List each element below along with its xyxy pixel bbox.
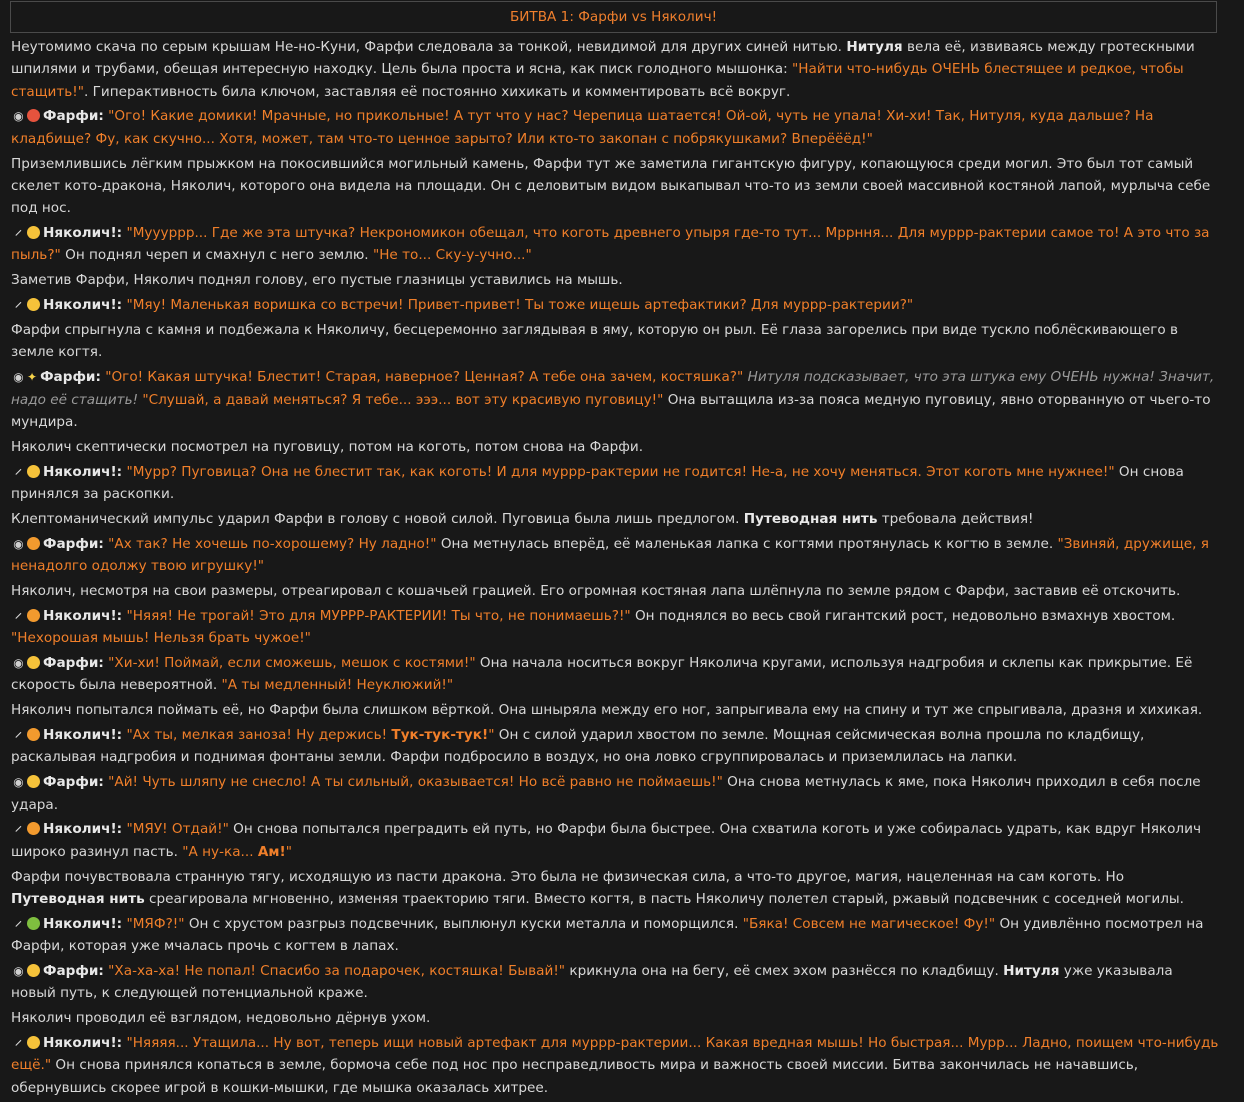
mouse-icon: ◉ [13,370,24,385]
dialogue-line [11,652,1221,697]
emoji-face-icon [27,775,40,788]
bone-icon: ─ [10,608,27,624]
emphasis-text: Нитуля [1003,963,1060,980]
quote-text: "Ого! Какие домики! Мрачные, но прикольные! А тут что у нас? Черепица шатается! Ой-ой, чуть не упала! Хи-хи! Так, Нитуля, куда дальше? На кладбище? Фу, как скучно... Хотя, может, там что-то ценное зарыто? Или кто-то закопан с побрякушками? Вперёёёд!" [11,108,1154,147]
story-text: уже указывала новый путь, к следующей потенциальной краже. [11,963,1173,1002]
speaker-name: Фарфи: [43,963,104,980]
quote-text: "А ну-ка... [182,843,258,860]
story-text: Он с хрустом разгрыз подсвечник, выплюнул куски металла и поморщился. [184,915,743,932]
quote-text: "Муууррр... Где же эта штучка? Некрономикон обещал, что коготь древнего упыря где-то тут... Мррння... Для муррр-рактерии самое то! А это что за пыль?" [11,225,1210,264]
mouse-icon: ◉ [13,964,24,979]
speaker-name: Няколич!: [43,821,123,838]
emphasis-text: Путеводная нить [743,510,878,527]
bone-icon: ─ [10,297,27,313]
story-text: Она вытащила из-за пояса медную пуговицу, явно оторванную от чьего-то мундира. [11,391,1211,430]
narration-paragraph [11,269,1221,291]
story-text: требовала действия! [877,510,1034,527]
quote-text: "МЯУ! Отдай!" [126,821,229,838]
narration-paragraph [11,36,1221,103]
quote-text: "Не то... Ску-у-учно..." [372,247,532,264]
dialogue-line [11,294,1221,316]
story-text: Няколич проводил её взглядом, недовольно дёрнув ухом. [11,1010,431,1027]
narration-paragraph [11,699,1221,721]
mouse-icon: ◉ [13,656,24,671]
story-text: Заметив Фарфи, Няколич поднял голову, его пустые глазницы уставились на мышь. [11,272,623,289]
dialogue-line [11,960,1221,1005]
story-text: Он снова попытался преградить ей путь, но Фарфи была быстрее. Она схватила коготь и уже собиралась удрать, как вдруг Няколич широко разинул пасть. [11,821,1201,860]
emoji-face-icon [27,609,40,622]
bone-icon: ─ [10,464,27,480]
dialogue-line [11,105,1221,150]
quote-text: "Ах ты, мелкая заноза! Ну держись! [126,727,392,744]
speaker-name: Фарфи: [43,655,104,672]
quote-text: "Ого! Какая штучка! Блестит! Старая, наверное? Ценная? А тебе она зачем, костяшка?" [105,369,744,386]
speaker-name: Фарфи: [40,369,101,386]
mouse-icon: ◉ [13,109,24,124]
narration-paragraph [11,1007,1221,1029]
story-text: Она начала носиться вокруг Няколича кругами, используя надгробия и склепы как прикрытие. Её скорость была невероятной. [11,655,1193,694]
narration-paragraph [11,508,1221,530]
speaker-name: Няколич!: [43,915,123,932]
dialogue-line [11,533,1221,578]
quote-text: Тук-тук-тук! [391,727,489,744]
speaker-name: Няколич!: [43,225,123,242]
story-text: Он поднялся во весь свой гигантский рост, недовольно взмахнув хвостом. [630,607,1176,624]
quote-text: "Хи-хи! Поймай, если сможешь, мешок с костями!" [108,655,476,672]
emoji-face-icon [27,465,40,478]
quote-text: "Звиняй, дружище, я ненадолго одолжу твою игрушку!" [11,535,1209,575]
story-text: среагировала мгновенно, изменяя траекторию тяги. Вместо когтя, в пасть Няколичу полетел старый, ржавый подсвечник с соседней могилы. [144,890,1184,907]
speaker-name: Няколич!: [43,607,123,624]
story-text: Он поднял череп и смахнул с него землю. [60,247,373,264]
emoji-face-icon [27,964,40,977]
quote-text: " [285,843,292,860]
dialogue-line [11,605,1221,650]
story-text: Он с силой ударил хвостом по земле. Мощная сейсмическая волна прошла по кладбищу, раскалывая надгробия и поднимая фонтаны земли. Фарфи подбросило в воздух, но она ловко сгруппировалась и приземлилась на лапки. [11,727,1145,766]
quote-text: "Мурр? Пуговица? Она не блестит так, как коготь! И для муррр-рактерии не годится! Не-а, не хочу меняться. Этот коготь мне нужнее!" [126,463,1115,480]
quote-text: "Найти что-нибудь ОЧЕНЬ блестящее и редкое, чтобы стащить!" [11,61,1184,100]
speaker-name: Няколич!: [43,297,123,314]
narration-paragraph [11,153,1221,220]
story-text: Няколич попытался поймать её, но Фарфи была слишком вёрткой. Она шныряла между его ног, запрыгивала ему на спину и тут же спрыгивала, дразня и хихикая. [11,702,1203,719]
quote-text: "А ты медленный! Неуклюжий!" [221,677,454,694]
speaker-name: Фарфи: [43,108,104,125]
story-text: Он удивлённо посмотрел на Фарфи, которая уже мчалась прочь с когтем в лапах. [11,915,1204,955]
quote-text: "МЯФ?!" [126,915,185,932]
bone-icon: ─ [10,225,27,241]
speaker-name: Няколич!: [43,1035,123,1052]
bone-icon: ─ [10,727,27,743]
story-text: Он снова принялся за раскопки. [11,463,1184,502]
story-text: Фарфи почувствовала странную тягу, исходящую из пасти дракона. Это была не физическая сила, а что-то другое, магия, нацеленная на сам коготь. Но [11,868,1125,885]
mouse-icon: ◉ [13,536,24,551]
mouse-icon: ◉ [13,775,24,790]
emoji-face-icon [27,1036,40,1049]
story-log [11,36,1221,1102]
speaker-name: Фарфи: [43,774,104,791]
quote-text: "Няяяя... Утащила... Ну вот, теперь ищи новый артефакт для муррр-рактерии... Какая вредная мышь! Но быстрая... Мурр... Ладно, поищем что-нибудь ещё." [11,1035,1219,1074]
story-text: Клептоманический импульс ударил Фарфи в голову с новой силой. Пуговица была лишь предлогом. [11,510,744,527]
emoji-face-icon [27,656,40,669]
quote-text: "Ха-ха-ха! Не попал! Спасибо за подарочек, костяшка! Бывай!" [108,963,566,980]
story-text: . Гиперактивность била ключом, заставляя её постоянно хихикать и комментировать всё вокруг. [84,83,791,100]
thought-text: Нитуля подсказывает, что эта штука ему ОЧЕНЬ нужна! Значит, надо её стащить! [11,369,1215,408]
narration-paragraph [11,319,1221,364]
quote-text: " [488,727,495,744]
bone-icon: ─ [10,916,27,932]
emoji-face-icon [27,728,40,741]
quote-text: "Бяка! Совсем не магическое! Фу!" [742,915,996,932]
dialogue-line [11,1032,1221,1099]
quote-text: "Мяу! Маленькая воришка со встречи! Привет-привет! Ты тоже ищешь артефактики? Для муррр-рактерии?" [126,297,914,314]
dialogue-line [11,724,1221,769]
story-text: вела её, извиваясь между гротескными шпилями и трубами, обещая интересную находку. Цель была проста и ясна, как писк голодного мышонка: [11,39,1195,78]
sparkles-icon: ✦ [27,370,38,385]
dialogue-line [11,913,1221,958]
story-text: Она метнулась вперёд, её маленькая лапка с когтями протянулась к когтю в земле. [436,535,1058,552]
narration-paragraph [11,436,1221,458]
dialogue-line [11,222,1221,267]
bone-icon: ─ [10,821,27,837]
speaker-name: Фарфи: [43,535,104,552]
emoji-face-icon [27,298,40,311]
emoji-face-icon [27,109,40,122]
quote-text: "Няяя! Не трогай! Это для МУРРР-РАКТЕРИИ! Ты что, не понимаешь?!" [126,607,631,624]
story-text: Фарфи спрыгнула с камня и подбежала к Няколичу, бесцеремонно заглядывая в яму, которую он рыл. Её глаза загорелись при виде тускло поблёскивающего в земле когтя. [11,322,1179,361]
story-text: Неутомимо скача по серым крышам Не-но-Куни, Фарфи следовала за тонкой, невидимой для других синей нитью. [11,39,847,55]
quote-text: "Ах так? Не хочешь по-хорошему? Ну ладно!" [108,535,437,552]
bone-icon: ─ [10,1035,27,1051]
story-text: Он снова принялся копаться в земле, бормоча себе под нос про несправедливость мира и важность своей миссии. Битва закончилась не начавшись, обернувшись скорее игрой в кошки-мышки, где мышка оказалась хитрее. [11,1057,1139,1096]
speaker-name: Няколич!: [43,727,123,744]
story-text: Приземлившись лёгким прыжком на покосившийся могильный камень, Фарфи тут же заметила гигантскую фигуру, копающуюся среди могил. Это был тот самый скелет кото-дракона, Няколич, которого она видела на площади. Он с деловитым видом выкапывал что-то из земли своей массивной костяной лапой, мурлыча себе под нос. [11,155,1211,217]
emphasis-text: Нитуля [846,39,903,55]
story-text: крикнула она на бегу, её смех эхом разнёсся по кладбищу. [565,963,1004,980]
emoji-face-icon [27,537,40,550]
story-text: Няколич, несмотря на свои размеры, отреагировал с кошачьей грацией. Его огромная костяная лапа шлёпнула по земле рядом с Фарфи, заставив её отскочить. [11,582,1181,599]
dialogue-line [11,818,1221,863]
quote-text: "Ай! Чуть шляпу не снесло! А ты сильный, оказывается! Но всё равно не поймаешь!" [108,774,723,791]
speaker-name: Няколич!: [43,463,123,480]
narration-paragraph [11,866,1221,911]
battle-title: БИТВА 1: Фарфи vs Няколич! [10,1,1217,33]
emoji-face-icon [27,822,40,835]
narration-paragraph [11,580,1221,602]
dialogue-line [11,771,1221,816]
story-text: Она снова метнулась к яме, пока Няколич приходил в себя после удара. [11,774,1201,813]
emphasis-text: Путеводная нить [11,890,145,907]
quote-text: "Слушай, а давай меняться? Я тебе... эээ... вот эту красивую пуговицу!" [142,391,664,408]
emoji-face-icon [27,917,40,930]
quote-text: Ам! [257,843,286,860]
emoji-face-icon [27,226,40,239]
dialogue-line [11,461,1221,506]
dialogue-line [11,366,1221,433]
quote-text: "Нехорошая мышь! Нельзя брать чужое!" [11,630,311,647]
story-text: Няколич скептически посмотрел на пуговицу, потом на коготь, потом снова на Фарфи. [11,438,644,455]
